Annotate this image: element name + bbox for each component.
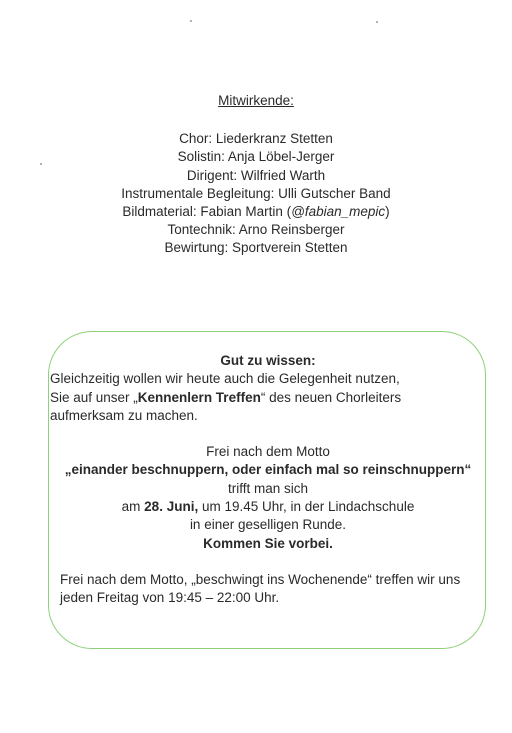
info-box — [48, 352, 488, 608]
credit-images-prefix: Bildmaterial: Fabian Martin ( — [122, 204, 292, 220]
credits-section — [0, 92, 512, 258]
credit-soloist: Solistin: Anja Löbel-Jerger — [177, 149, 335, 165]
info-intro-line1: Gleichzeitig wollen wir heute auch die Gelegenheit nutzen, — [50, 371, 400, 387]
info-box-title: Gut zu wissen: — [220, 353, 316, 368]
info-cta: Kommen Sie vorbei. — [203, 535, 333, 551]
credits-heading: Mitwirkende: — [218, 93, 294, 108]
info-event-name: Kennenlern Treffen — [137, 389, 261, 405]
info-motto-quote: „einander beschnuppern, oder einfach mal so reinschnuppern“ — [64, 462, 472, 478]
info-date-pre: am — [121, 499, 145, 515]
info-date: 28. Juni, — [144, 499, 199, 515]
info-intro-line2-pre: Sie auf unser „ — [50, 389, 138, 405]
info-intro-line2-post: “ des neuen Chorleiters — [260, 389, 402, 405]
credit-sound: Tontechnik: Arno Reinsberger — [167, 222, 345, 238]
info-friday-line1: Frei nach dem Motto, „beschwingt ins Wochenende“ treffen wir uns — [60, 571, 461, 587]
info-date-post: um 19.45 Uhr, in der Lindachschule — [198, 499, 415, 515]
credit-band: Instrumentale Begleitung: Ulli Gutscher Band — [121, 185, 391, 201]
credit-images — [0, 203, 512, 221]
credit-conductor: Dirigent: Wilfried Warth — [186, 167, 326, 183]
credit-catering: Bewirtung: Sportverein Stetten — [164, 240, 348, 256]
info-intro-line2 — [48, 389, 488, 407]
scan-speck — [376, 21, 378, 23]
info-intro-line3: aufmerksam zu machen. — [50, 407, 198, 423]
scan-speck — [190, 20, 192, 22]
info-motto-intro: Frei nach dem Motto — [206, 444, 330, 460]
credit-images-suffix: ) — [385, 204, 390, 220]
info-date-line — [48, 498, 488, 516]
info-friday-line2: jeden Freitag von 19:45 – 22:00 Uhr. — [60, 590, 280, 606]
info-round-line: in einer geselligen Runde. — [189, 517, 347, 533]
credit-images-handle: @fabian_mepic — [291, 204, 386, 220]
info-meet-line: trifft man sich — [227, 480, 309, 496]
credit-choir: Chor: Liederkranz Stetten — [179, 131, 333, 147]
